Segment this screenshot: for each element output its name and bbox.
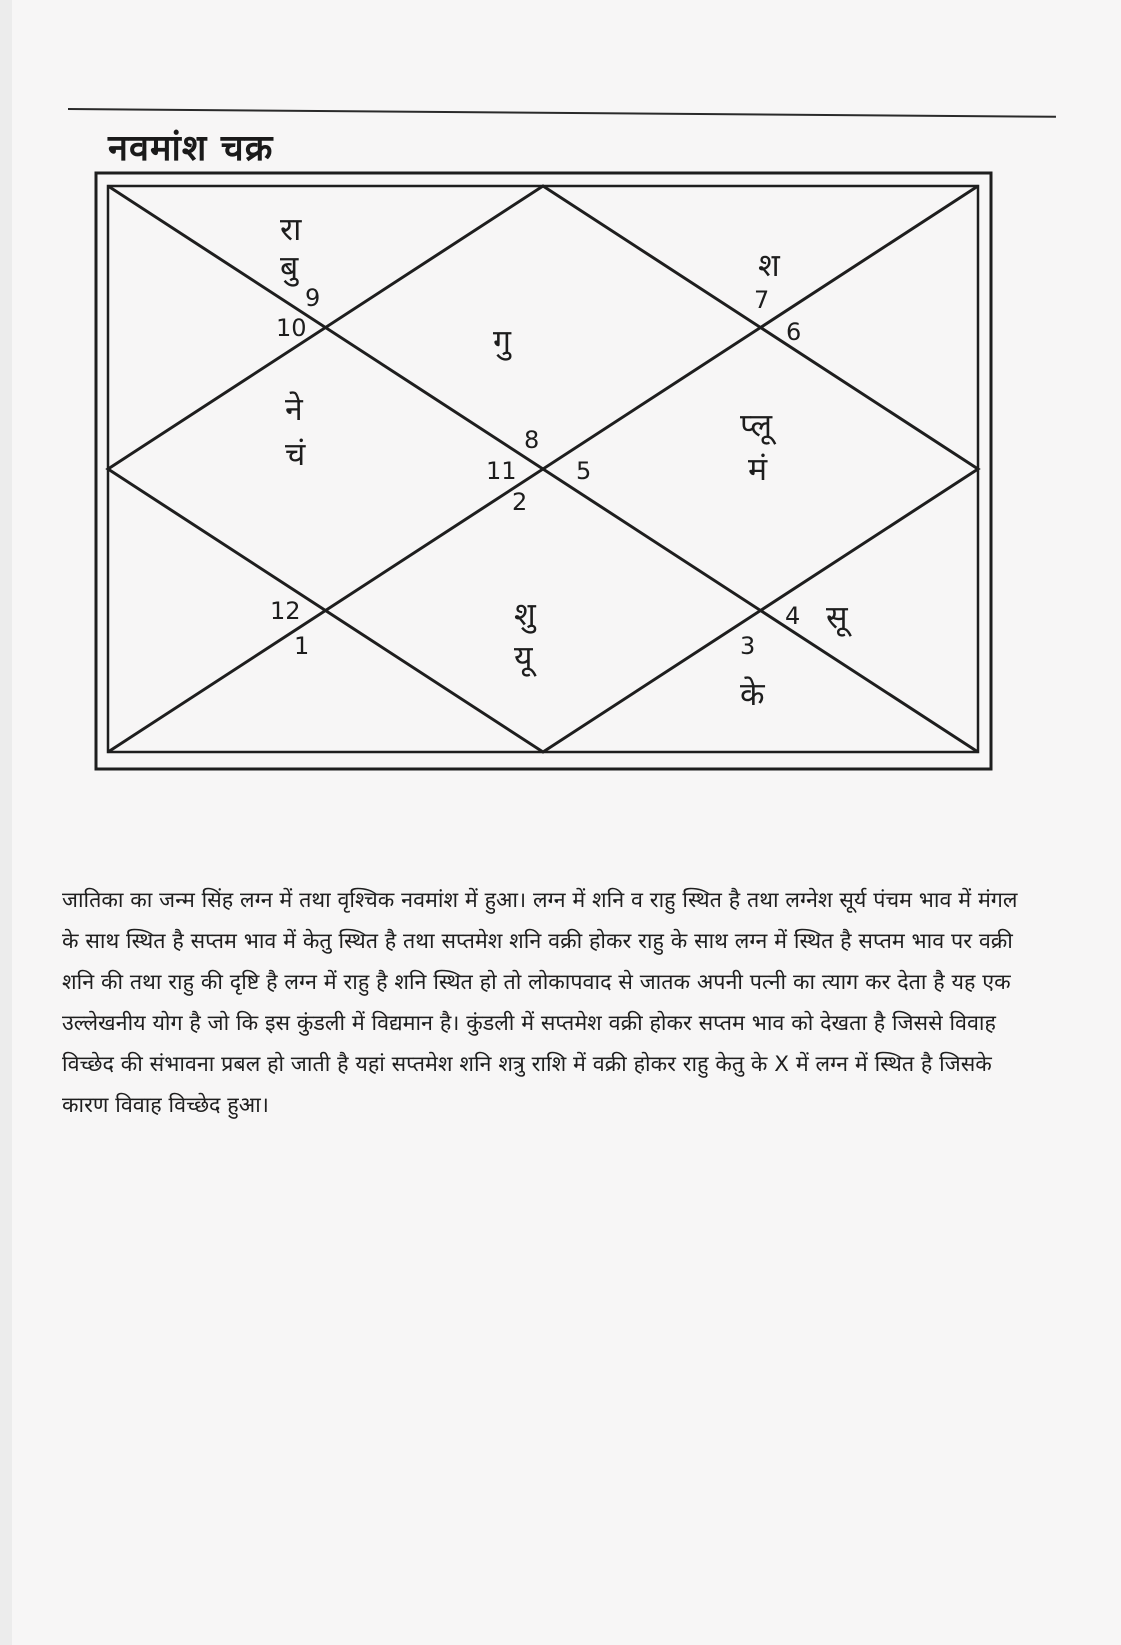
house-4 — [285, 390, 306, 473]
planet-label: प्लू — [740, 406, 773, 444]
rashi-number: 4 — [785, 602, 801, 630]
interpretation-paragraph: जातिका का जन्म सिंह लग्न में तथा वृश्चिक नवमांश में हुआ। लग्न में शनि व राहु स्थित है तथा लग्नेश सूर्य पंचम भाव में मंगल के साथ स्थित है सप्तम भाव में केतु स्थित है तथा सप्तमेश शनि वक्री होकर राहु के साथ लग्न में स्थित है सप्तम भाव पर वक्री शनि की तथा राहु की दृष्टि है लग्न में राहु है शनि स्थित हो तो लोकापवाद से जातक अपनी पत्नी का त्याग कर देता है यह एक उल्लेखनीय योग है जो कि इस कुंडली में विद्यमान है। कुंडली में सप्तमेश वक्री होकर सप्तम भाव को देखता है जिससे विवाह विच्छेद की संभावना प्रबल हो जाती है यहां सप्तमेश शनि शत्रु राशि में वक्री होकर राहु केतु के X में लग्न में स्थित है जिसके कारण विवाह विच्छेद हुआ। — [62, 888, 1018, 1118]
planet-label: यू — [514, 638, 533, 676]
planet-label: बु — [280, 248, 299, 286]
rashi-number: 5 — [576, 457, 592, 485]
planet-label: रा — [280, 210, 302, 248]
planet-label: श — [758, 246, 780, 284]
house-7 — [514, 595, 538, 677]
house-2 — [280, 210, 302, 287]
planet-label: शु — [514, 595, 536, 633]
rashi-number: 11 — [486, 457, 517, 485]
house-8 — [740, 675, 766, 713]
planet-label: के — [740, 675, 765, 713]
planet-label: चं — [285, 435, 306, 473]
planet-label: गु — [493, 322, 512, 360]
rashi-number: 6 — [786, 318, 802, 346]
planet-label: सू — [826, 598, 848, 636]
house-1 — [493, 322, 512, 361]
house-12 — [758, 246, 781, 284]
rashi-number: 10 — [276, 314, 307, 342]
rashi-number: 1 — [294, 632, 310, 660]
page-title: नवमांश चक्र — [108, 128, 274, 169]
rashi-number: 3 — [740, 632, 756, 660]
rashi-number: 9 — [305, 284, 321, 312]
planet-label: ने — [285, 390, 303, 428]
navamsha-chart — [0, 0, 1121, 820]
rashi-number: 8 — [524, 426, 540, 454]
house-9 — [826, 598, 853, 637]
rashi-number: 12 — [270, 597, 301, 625]
planet-label: मं — [748, 450, 768, 488]
rashi-number: 2 — [512, 488, 528, 516]
rashi-number: 7 — [754, 286, 770, 314]
house-10 — [740, 406, 777, 488]
